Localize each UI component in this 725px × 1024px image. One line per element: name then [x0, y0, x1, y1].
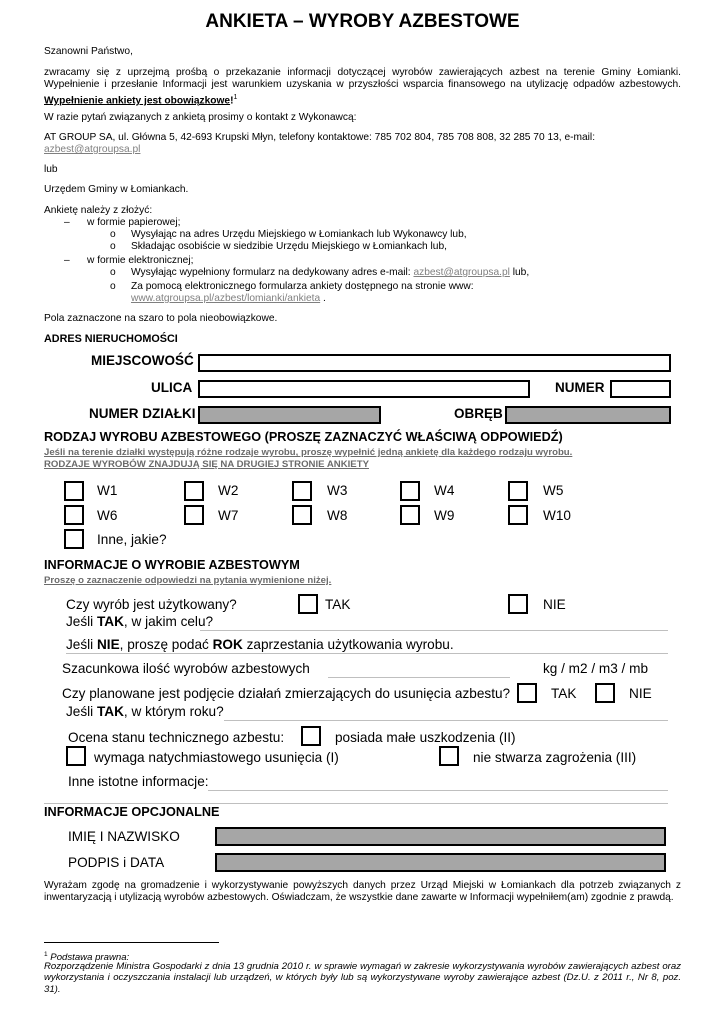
email-link[interactable]: azbest@atgroupsa.pl: [413, 267, 510, 278]
city-input[interactable]: [198, 354, 671, 372]
office-text: Urzędem Gminy w Łomiankach.: [44, 184, 189, 195]
w7-checkbox[interactable]: [184, 505, 204, 525]
w1-checkbox[interactable]: [64, 481, 84, 501]
cond-urgent-label: wymaga natychmiastowego usunięcia (I): [94, 750, 339, 765]
optional-heading: INFORMACJE OPCJONALNE: [44, 805, 220, 819]
quantity-units: kg / m2 / m3 / mb: [543, 661, 648, 676]
in-use-no-checkbox[interactable]: [508, 594, 528, 614]
precinct-label: OBRĘB: [454, 406, 503, 421]
consent-text: Wyrażam zgodę na gromadzenie i wykorzystywanie powyższych danych przez Urząd Miejski w Łomiankach dla potrzeb związanych z inwentaryzacją i utylizacją wyrobów azbestowych. Oświadczam, że wszystkie dane zawarte w Informacji wypełniłem(am) zgodnie z prawdą.: [44, 880, 681, 904]
removal-yes-checkbox[interactable]: [517, 683, 537, 703]
w5-label: W5: [543, 483, 564, 498]
survey-url-link[interactable]: www.atgroupsa.pl/azbest/lomianki/ankieta: [131, 293, 321, 304]
purpose-answer-line[interactable]: [200, 630, 668, 631]
intro-paragraph: zwracamy się z uprzejmą prośbą o przekazanie informacji dotyczącej wyrobów zawierających azbest na terenie Gminy Łomianki. Wypełnienie i przesłanie Informacji jest warunkiem uzyskania w przyszłości wsparcia finansowego na utylizację odpadów azbestowych. Wypełnienie ankiety jest obowiązkowe!$^1$: [44, 67, 681, 106]
w2-label: W2: [218, 483, 239, 498]
submit-intro: Ankietę należy z złożyć:: [44, 205, 153, 216]
cond-safe-checkbox[interactable]: [439, 746, 459, 766]
w7-label: W7: [218, 508, 239, 523]
purpose-question: Jeśli TAK, w jakim celu?: [66, 614, 214, 629]
other-info-answer-line-2[interactable]: [44, 803, 668, 804]
other-info-answer-line[interactable]: [208, 790, 668, 791]
cond-safe-label: nie stwarza zagrożenia (III): [473, 750, 637, 765]
removal-question: Czy planowane jest podjęcie działań zmierzających do usunięcia azbestu?: [62, 686, 511, 701]
type-note-1: Jeśli na terenie działki występują różne rodzaje wyrobu, proszę wypełnić jedną ankietę dla każdego rodzaju wyrobu.: [44, 447, 573, 458]
number-input[interactable]: [610, 380, 671, 398]
number-label: NUMER: [555, 380, 605, 395]
w10-label: W10: [543, 508, 571, 523]
w9-checkbox[interactable]: [400, 505, 420, 525]
precinct-input[interactable]: [505, 406, 671, 424]
footnote-text: Rozporządzenie Ministra Gospodarki z dnia 13 grudnia 2010 r. w sprawie wymagań w zakresie wykorzystywania wyrobów zawierających azbest oraz wykorzystania i oczyszczania instalacji lub urządzeń, w których były lub są wykorzystywane wyroby zawierające azbest (Dz.U. z 2011 r., Nr 8, poz. 31).: [44, 961, 681, 995]
or-text: lub: [44, 164, 58, 175]
other-type-label: Inne, jakie?: [97, 532, 167, 547]
stop-year-answer-line[interactable]: [66, 653, 668, 654]
electronic-option-2: Za pomocą elektronicznego formularza ankiety dostępnego na stronie www:: [131, 281, 474, 292]
bullet-icon: o: [110, 267, 116, 278]
in-use-question: Czy wyrób jest użytkowany?: [66, 597, 237, 612]
paper-option-1: Wysyłając na adres Urzędu Miejskiego w Łomiankach lub Wykonawcy lub,: [131, 229, 467, 240]
electronic-form: w formie elektronicznej;: [87, 255, 194, 266]
removal-no-checkbox[interactable]: [595, 683, 615, 703]
w5-checkbox[interactable]: [508, 481, 528, 501]
contact-email-link[interactable]: azbest@atgroupsa.pl: [44, 144, 141, 155]
stop-year-question: Jeśli NIE, proszę podać ROK zaprzestania użytkowania wyrobu.: [66, 637, 454, 652]
page-title: ANKIETA – WYROBY AZBESTOWE: [205, 11, 520, 32]
w2-checkbox[interactable]: [184, 481, 204, 501]
w9-label: W9: [434, 508, 455, 523]
quantity-label: Szacunkowa ilość wyrobów azbestowych: [62, 661, 310, 676]
contact-intro: W razie pytań związanych z ankietą prosimy o kontakt z Wykonawcą:: [44, 112, 357, 123]
info-note: Proszę o zaznaczenie odpowiedzi na pytania wymienione niżej.: [44, 575, 332, 586]
dash-icon: –: [64, 255, 70, 266]
plot-label: NUMER DZIAŁKI: [89, 406, 196, 421]
w8-label: W8: [327, 508, 348, 523]
removal-no-label: NIE: [629, 686, 652, 701]
plot-input[interactable]: [198, 406, 381, 424]
in-use-yes-label: TAK: [325, 597, 351, 612]
cond-minor-checkbox[interactable]: [301, 726, 321, 746]
survey-url: www.atgroupsa.pl/azbest/lomianki/ankieta .: [131, 293, 326, 304]
removal-yes-label: TAK: [551, 686, 577, 701]
signature-label: PODPIS i DATA: [68, 855, 165, 870]
paper-form: w formie papierowej;: [87, 217, 181, 228]
cond-minor-label: posiada małe uszkodzenia (II): [335, 730, 516, 745]
footnote-label: $^1$ Podstawa prawna:: [44, 951, 130, 964]
dash-icon: –: [64, 217, 70, 228]
greeting: Szanowni Państwo,: [44, 46, 133, 57]
mandatory-note: Wypełnienie ankiety jest obowiązkowe: [44, 94, 231, 106]
w10-checkbox[interactable]: [508, 505, 528, 525]
other-type-checkbox[interactable]: [64, 529, 84, 549]
w1-label: W1: [97, 483, 118, 498]
cond-urgent-checkbox[interactable]: [66, 746, 86, 766]
grey-fields-note: Pola zaznaczone na szaro to pola nieobowiązkowe.: [44, 313, 278, 324]
removal-year-question: Jeśli TAK, w którym roku?: [66, 704, 224, 719]
other-info-label: Inne istotne informacje:: [68, 774, 209, 789]
removal-year-answer-line[interactable]: [224, 720, 668, 721]
signature-input[interactable]: [215, 853, 666, 872]
contact-line: AT GROUP SA, ul. Główna 5, 42-693 Krupski Młyn, telefony kontaktowe: 785 702 804, 785 708 808, 32 285 70 13, e-mail:: [44, 132, 596, 143]
bullet-icon: o: [110, 281, 116, 292]
info-heading: INFORMACJE O WYROBIE AZBESTOWYM: [44, 558, 300, 572]
bullet-icon: o: [110, 241, 116, 252]
condition-label: Ocena stanu technicznego azbestu:: [68, 730, 285, 745]
electronic-option-1: Wysyłając wypełniony formularz na dedykowany adres e-mail: azbest@atgroupsa.pl lub,: [131, 267, 530, 278]
w6-label: W6: [97, 508, 118, 523]
name-label: IMIĘ I NAZWISKO: [68, 829, 180, 844]
footnote-separator: [44, 942, 219, 943]
bullet-icon: o: [110, 229, 116, 240]
w3-checkbox[interactable]: [292, 481, 312, 501]
w3-label: W3: [327, 483, 348, 498]
quantity-answer-line[interactable]: [328, 677, 510, 678]
w8-checkbox[interactable]: [292, 505, 312, 525]
street-input[interactable]: [198, 380, 530, 398]
w6-checkbox[interactable]: [64, 505, 84, 525]
name-input[interactable]: [215, 827, 666, 846]
address-heading: ADRES NIERUCHOMOŚCI: [44, 333, 178, 345]
street-label: ULICA: [151, 380, 193, 395]
in-use-yes-checkbox[interactable]: [298, 594, 318, 614]
paper-option-2: Składając osobiście w siedzibie Urzędu Miejskiego w Łomiankach lub,: [131, 241, 447, 252]
city-label: MIEJSCOWOŚĆ: [91, 353, 194, 368]
in-use-no-label: NIE: [543, 597, 566, 612]
w4-checkbox[interactable]: [400, 481, 420, 501]
type-note-2: RODZAJE WYROBÓW ZNAJDUJĄ SIĘ NA DRUGIEJ STRONIE ANKIETY: [44, 459, 369, 470]
type-heading: RODZAJ WYROBU AZBESTOWEGO (PROSZĘ ZAZNACZYĆ WŁAŚCIWĄ ODPOWIEDŹ): [44, 430, 563, 444]
w4-label: W4: [434, 483, 455, 498]
